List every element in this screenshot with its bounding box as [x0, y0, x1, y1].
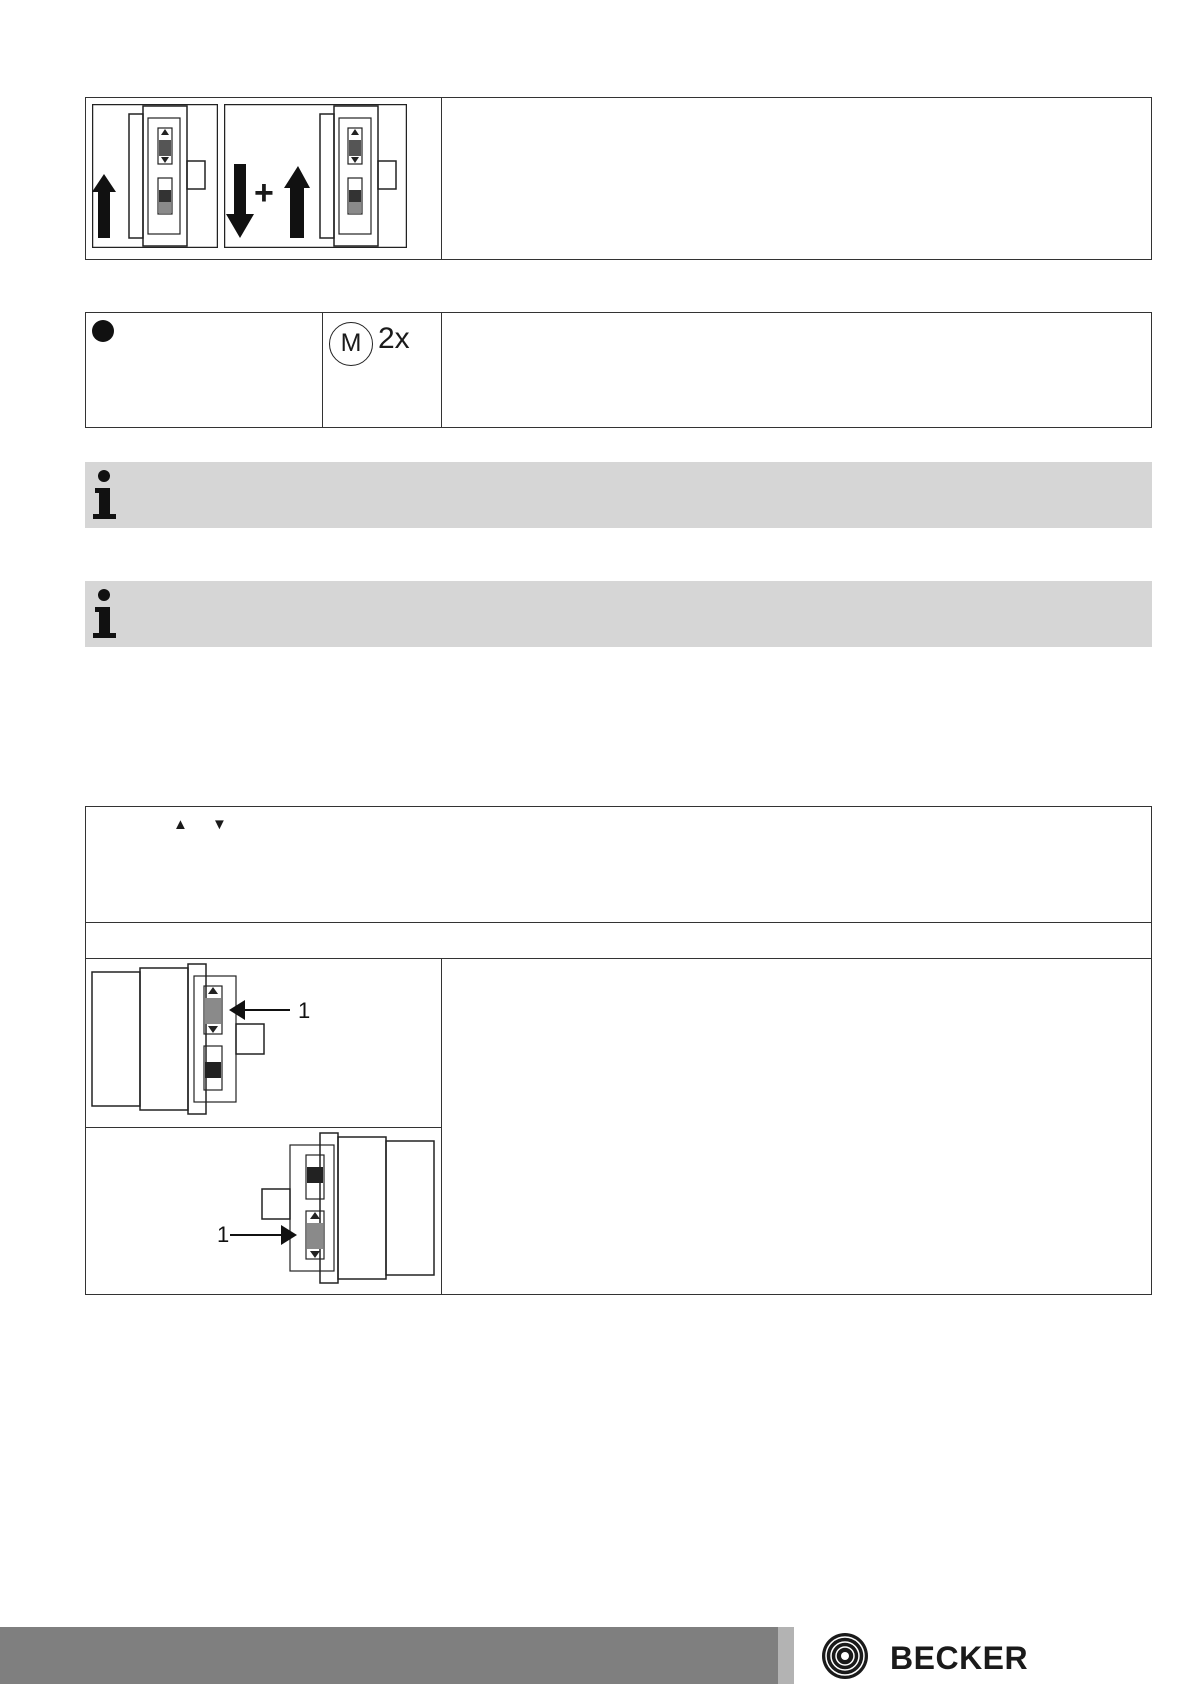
- switch-up-icon: [92, 104, 218, 248]
- switch-bottom-icon: [90, 1131, 435, 1291]
- info-note-2: [85, 581, 1152, 647]
- brand-name: BECKER: [890, 1640, 1029, 1676]
- step2-divider-2: [441, 312, 442, 428]
- step2-table: [85, 312, 1152, 428]
- step2-divider-1: [322, 312, 323, 428]
- switch-top-icon: [90, 962, 430, 1122]
- becker-logo-icon: [820, 1631, 870, 1681]
- motor-label: M: [340, 329, 362, 357]
- motor-circle-icon: [329, 322, 373, 366]
- footer-accent-bar: [778, 1627, 794, 1684]
- switch-table-row-divider-2: [85, 958, 1152, 959]
- switch-drawing-top: [90, 962, 430, 1122]
- switch-down-up-icon: [224, 104, 407, 248]
- info-note-1: [85, 462, 1152, 528]
- switch-up-diagram: [92, 104, 218, 248]
- switch-down-up-diagram: [224, 104, 407, 248]
- callout-number-top: 1: [298, 998, 311, 1023]
- switch-table-image-divider: [85, 1127, 441, 1128]
- down-triangle-symbol: ▼: [212, 816, 227, 833]
- plus-symbol: +: [254, 174, 274, 212]
- footer-bar: [0, 1627, 778, 1684]
- switch-drawing-bottom: [90, 1131, 435, 1291]
- info-icon: [91, 587, 121, 641]
- info-icon: [91, 468, 121, 522]
- callout-number-bottom: 1: [217, 1222, 230, 1247]
- step1-divider: [441, 97, 442, 260]
- up-triangle-symbol: ▲: [173, 816, 188, 833]
- switch-table-row-divider-1: [85, 922, 1152, 923]
- repeat-count: 2x: [378, 322, 410, 355]
- bullet-dot-icon: [92, 320, 114, 342]
- switch-table-col-divider: [441, 958, 442, 1295]
